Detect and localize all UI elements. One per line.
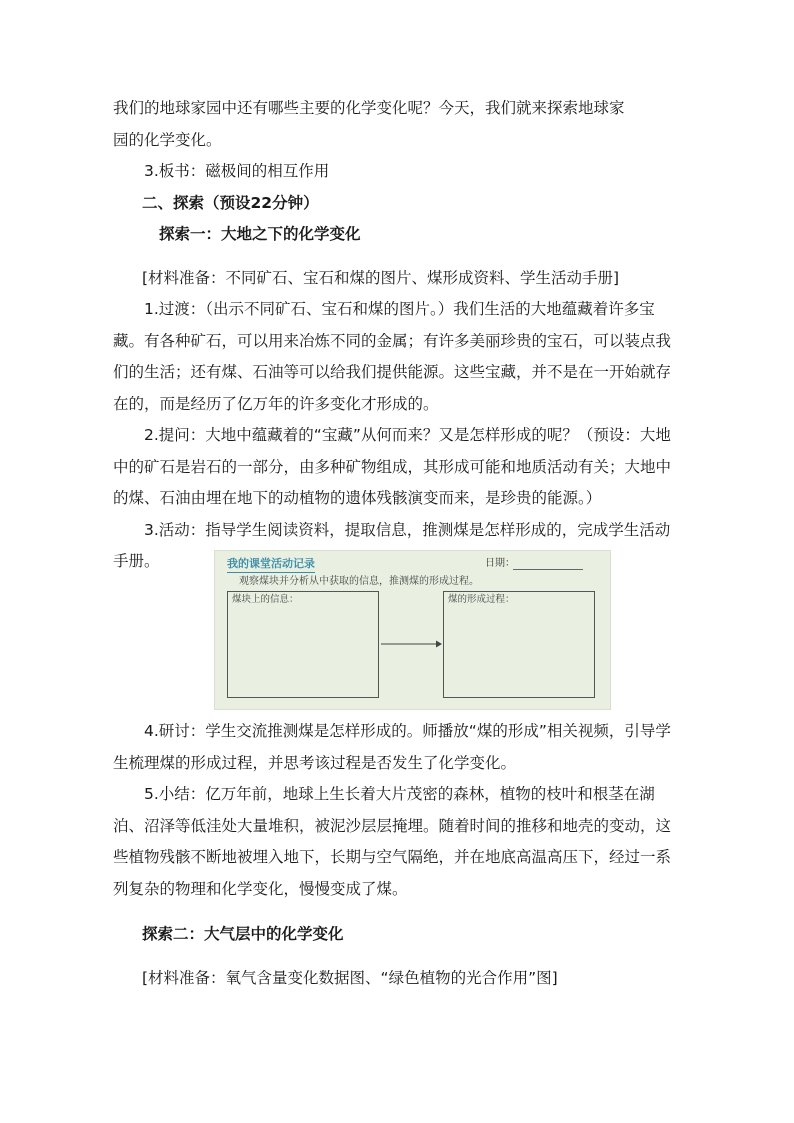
item-discussion: 4.研讨：学生交流推测煤是怎样形成的。师播放“煤的形成”相关视频，引导学生梳理煤的形成过程，并思考该过程是否发生了化学变化。 xyxy=(113,722,671,772)
materials-one: [材料准备：不同矿石、宝石和煤的图片、煤形成资料、学生活动手册] xyxy=(142,268,620,287)
coal-info-box xyxy=(227,591,379,698)
activity-instruction: 观察煤块并分析从中获取的信息，推测煤的形成过程。 xyxy=(239,576,479,587)
item-summary: 5.小结：亿万年前，地球上生长着大片茂密的森林，植物的枝叶和根茎在湖泊、沼泽等低洼处大量堆积，被泥沙层层掩埋。随着时间的推移和地壳的变动，这些植物残骸不断地被埋入地下，长期与空气隔绝，并在地底高温高压下，经过一系列复杂的物理和化学变化，慢慢变成了煤。 xyxy=(113,785,672,898)
coal-formation-box xyxy=(443,591,595,698)
activity-record-sheet xyxy=(214,550,611,710)
activity-date-label: 日期： xyxy=(485,558,515,569)
paragraph-intro-line2: 园的化学变化。 xyxy=(113,130,222,149)
document-page xyxy=(113,93,683,994)
activity-sheet-title: 我的课堂活动记录 xyxy=(227,557,315,573)
arrow-right-icon xyxy=(381,639,443,649)
paragraph-intro-line1: 我们的地球家园中还有哪些主要的化学变化呢？今天，我们就来探索地球家 xyxy=(113,99,625,117)
activity-date-line xyxy=(513,569,583,570)
item-activity-line2: 手册。 xyxy=(113,552,160,570)
heading-explore: 二、探索（预设22分钟） xyxy=(142,193,319,212)
materials-two: [材料准备：氧气含量变化数据图、“绿色植物的光合作用”图] xyxy=(142,968,558,987)
activity-figure-row xyxy=(113,546,683,716)
item-question: 2.提问：大地中蕴藏着的“宝藏”从何而来？又是怎样形成的呢？（预设：大地中的矿石是岩石的一部分，由多种矿物组成，其形成可能和地质活动有关；大地中的煤、石油由埋在地下的动植物的遗体残骸演变而来，是珍贵的能源。） xyxy=(113,426,672,507)
coal-info-label: 煤块上的信息： xyxy=(232,594,299,605)
paragraph-blackboard: 3.板书：磁极间的相互作用 xyxy=(144,162,330,180)
item-activity-line1: 3.活动：指导学生阅读资料，提取信息，推测煤是怎样形成的，完成学生活动 xyxy=(144,520,671,539)
heading-explore-two: 探索二：大气层中的化学变化 xyxy=(142,925,344,943)
heading-explore-one: 探索一：大地之下的化学变化 xyxy=(159,225,361,243)
item-transition: 1.过渡：（出示不同矿石、宝石和煤的图片。）我们生活的大地蕴藏着许多宝藏。有各种矿石，可以用来冶炼不同的金属；有许多美丽珍贵的宝石，可以装点我们的生活；还有煤、石油等可以给我们提供能源。这些宝藏，并不是在一开始就存在的，而是经历了亿万年的许多变化才形成的。 xyxy=(113,300,672,413)
coal-formation-label: 煤的形成过程： xyxy=(448,594,515,605)
